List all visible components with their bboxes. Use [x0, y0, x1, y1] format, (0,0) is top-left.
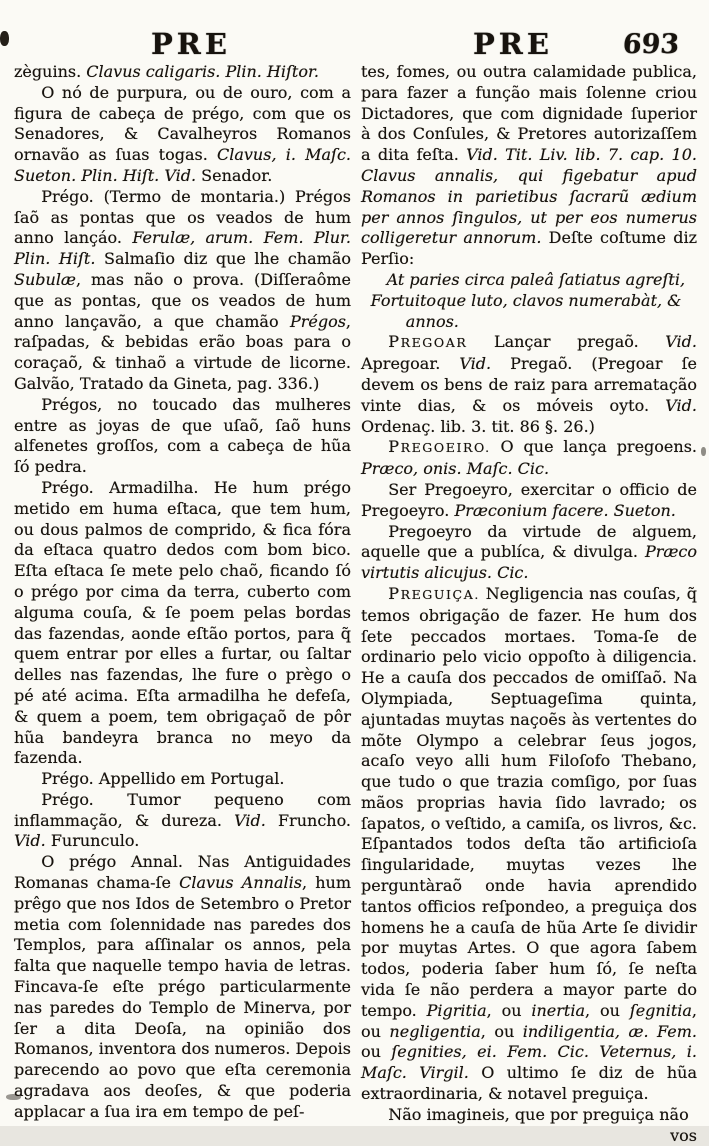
- text-segment: Ferulæ, arum. Fem. Plur. Plin. Hiſt.: [14, 228, 352, 269]
- text-segment: Præconium facere. Sueton.: [454, 500, 676, 520]
- paragraph: [14, 62, 351, 83]
- text-segment: negligentia: [389, 1021, 481, 1041]
- text-segment: Pregoeyro da virtude de alguem, aquelle que a publíca, & divulga.: [361, 521, 697, 562]
- text-segment: Vid.: [14, 831, 51, 851]
- paragraph: [361, 480, 697, 522]
- text-segment: Deſte coſtume diz Perſio:: [361, 228, 697, 269]
- text-segment: ou: [361, 1042, 392, 1062]
- text-segment: zèguins.: [14, 62, 87, 81]
- text-segment: Ordenaç. lib. 3. tit. 86 §. 26.): [361, 416, 595, 436]
- text-segment: P: [388, 332, 401, 352]
- text-segment: , mas não o prova. (Diſſeraôme que as pontas, que os veados de hum anno lançavão, a que chamão: [14, 269, 351, 331]
- paragraph: [14, 790, 351, 852]
- text-segment: At paries circa paleâ ſatiatus agreſti,: [386, 269, 686, 289]
- paragraph: [14, 478, 351, 769]
- column-right: [361, 62, 697, 1146]
- text-segment: Prégos: [289, 311, 346, 331]
- text-segment: Negligencia nas couſas, q̃ temos obrigação de fazer. He hum dos ſete peccados mortaes. Toma-ſe de ordinario pelo vicio oppoſto à diligencia. He a cauſa dos peccados de omiſſaõ. Na Olympiada, Septuageſima quinta, ajuntadas muytas naçoẽs às vertentes do mõte Olympo a celebrar ſeus jogos, acaſo veyo alli hum Filoſofo Thebano, que tudo o que trazia comſigo, por ſuas mãos proprias havia ſido lavrado; os ſapatos, o veſtido, a camiſa, os livros, &c. Eſpantados todos deſta tão artificioſa ſingularidade, muytas vezes lhe perguntàraõ onde havia aprendido tantos officios reſpondeo, a preguiça dos homens he a cauſa de hũa Arte ſe dividir por muytas Artes. O que agora ſabem todos, poderia ſaber hum ſó, ſe neſta vida ſe não perdera a mayor parte do tempo.: [361, 583, 697, 1020]
- text-segment: Vid.: [234, 810, 278, 830]
- text-segment: Prégo. Armadilha. He hum prégo metido em huma eſtaca, que tem hum, ou dous palmos de comprido, & fica fóra da eſtaca quatro dedos com bom bico. Eſta eſtaca ſe mete pelo chaõ, ficando ſó o prégo por cima da terra, cuberto com alguma couſa, & ſe poem pelas bordas das fazendas, aonde eſtão portos, para q̃ quem entrar por elles a furtar, ou ſaltar delles nas fazendas, lhe fure o prègo o pé até acima. Eſta armadilha he defeſa, & quem a poem, tem obrigaçaõ de pôr hũa bandeyra branca no meyo da fazenda.: [14, 477, 351, 768]
- text-segment: ſegnities, ei. Fem. Cic. Veternus, i. Maſc. Virgil.: [361, 1042, 697, 1083]
- text-segment: Præco, onis. Maſc. Cic.: [361, 459, 550, 479]
- text-segment: , ou: [480, 1021, 523, 1041]
- paragraph: [14, 852, 351, 1122]
- text-segment: Clavus Annalis: [179, 873, 302, 893]
- text-segment: Præco virtutis alicujus. Cic.: [361, 542, 697, 583]
- text-segment: P: [388, 437, 401, 457]
- text-segment: Clavus, i. Maſc. Sueton. Plin. Hiſt. Vid.: [14, 145, 352, 185]
- text-segment: P: [388, 583, 401, 603]
- text-segment: Pregaõ. (Pregoar ſe devem os bens de raiz para arrematação vinte dias, & os móveis oyto.: [361, 354, 698, 415]
- text-segment: Fruncho.: [277, 810, 352, 830]
- text-segment: annos.: [405, 311, 459, 331]
- scan-artifact: [701, 447, 706, 456]
- text-segment: O nó de purpura, ou de ouro, com a figura de cabeça de prégo, com que os Senadores, & Cavalheyros Romanos ornavão as ſuas togas.: [14, 82, 351, 165]
- text-segment: inertia: [531, 1000, 585, 1020]
- paragraph: [371, 291, 697, 312]
- text-segment: Não imagineis, que por preguiça não: [388, 1104, 689, 1124]
- text-segment: tes, fomes, ou outra calamidade publica, para fazer a função mais ſolenne criou Dictadores, que com dignidade ſuperior à dos Conſules, & Pretores autorizaſſem a dita feſta.: [361, 62, 697, 165]
- paragraph: [361, 1126, 697, 1146]
- text-segment: Salmaſio diz que lhe chamão: [103, 249, 351, 269]
- text-segment: , raſpadas, & bebidas erão boas para o coraçaõ, & tinhaõ a virtude de licorne. Galvão, Tratado da Gineta, pag. 336.): [14, 311, 351, 393]
- text-segment: , ou: [486, 1000, 532, 1020]
- paragraph: [361, 1105, 697, 1126]
- page-number: 693: [621, 29, 681, 60]
- text-segment: REGUIÇA.: [400, 586, 480, 602]
- paragraph: [361, 437, 697, 480]
- text-segment: Lançar pregaõ.: [467, 332, 666, 352]
- column-left: [14, 62, 351, 1123]
- text-segment: Apregoar.: [361, 354, 460, 374]
- text-segment: Senador.: [201, 165, 273, 185]
- paragraph: [361, 522, 697, 584]
- running-title-left: PRE: [150, 27, 231, 61]
- paragraph: [14, 395, 351, 478]
- paragraph: [14, 769, 351, 790]
- text-segment: O que lança pregoens.: [490, 437, 697, 457]
- paragraph: [361, 62, 697, 270]
- paragraph: [361, 332, 697, 437]
- scan-artifact: [0, 31, 9, 46]
- text-segment: Furunculo.: [50, 831, 140, 851]
- text-segment: Vid.: [665, 332, 697, 352]
- text-segment: Prégo. Tumor pequeno com inflammação, & dureza.: [14, 789, 351, 830]
- text-segment: Vid.: [459, 354, 492, 374]
- text-segment: indiligentia, æ. Fem.: [522, 1021, 697, 1041]
- paragraph: [406, 312, 697, 333]
- text-segment: , ou: [585, 1000, 630, 1020]
- paragraph: [387, 270, 697, 291]
- text-segment: Ser Pregoeyro, exercitar o officio de Pregoeyro.: [361, 479, 697, 520]
- running-title-right: PRE: [472, 27, 553, 61]
- text-segment: O ultimo ſe diz de hũa extraordinaria, & notavel preguiça.: [361, 1063, 697, 1104]
- text-segment: Prégos, no toucado das mulheres entre as joyas de que uſaõ, ſaõ huns alfenetes groſſos, com a cabeça de hũa ſó pedra.: [14, 394, 351, 477]
- text-segment: Vid.: [665, 395, 697, 415]
- text-segment: ſegnitia: [629, 1000, 692, 1020]
- text-segment: , ou: [361, 1000, 697, 1041]
- text-segment: Vid. Tit. Liv. lib. 7. cap. 10. Clavus annalis, qui figebatur apud Romanos in parietibus ſacrarũ ædium per annos ſingulos, ut per eos numerus colligeretur annorum.: [361, 145, 697, 248]
- paragraph: [361, 584, 697, 1105]
- text-segment: Pigritia: [426, 1000, 487, 1020]
- text-segment: REGOEIRO.: [400, 440, 491, 456]
- text-segment: Fortuitoque luto, clavos numerabàt, &: [370, 290, 682, 310]
- text-segment: , hum prêgo que nos Idos de Setembro o Pretor metia com ſolennidade nas paredes dos Templos, para aſſinalar os annos, pela falta que naquelle tempo havia de letras. Fincava-ſe eſte prégo particularmente nas paredes do Templo de Minerva, por ſer a dita Deoſa, na opinião dos Romanos, inventora dos numeros. Depois parecendo ao povo que eſta ceremonia agradava aos deoſes, & que poderia applacar a ſua ira em tempo de peſ-: [14, 873, 351, 1121]
- text-segment: Prégo. Appellido em Portugal.: [41, 769, 285, 789]
- paragraph: [14, 187, 351, 395]
- paragraph: [14, 83, 351, 187]
- text-segment: O prégo Annal. Nas Antiguidades Romanas chama-ſe: [14, 852, 351, 893]
- text-segment: vos: [670, 1125, 697, 1145]
- text-segment: Prégo. (Termo de montaria.) Prégos ſaõ as pontas que os veados de hum anno lançáo.: [14, 186, 351, 248]
- text-segment: Clavus caligaris. Plin. Hiſtor.: [86, 62, 319, 81]
- text-segment: REGOAR: [400, 335, 468, 351]
- text-segment: Subulæ: [14, 269, 76, 289]
